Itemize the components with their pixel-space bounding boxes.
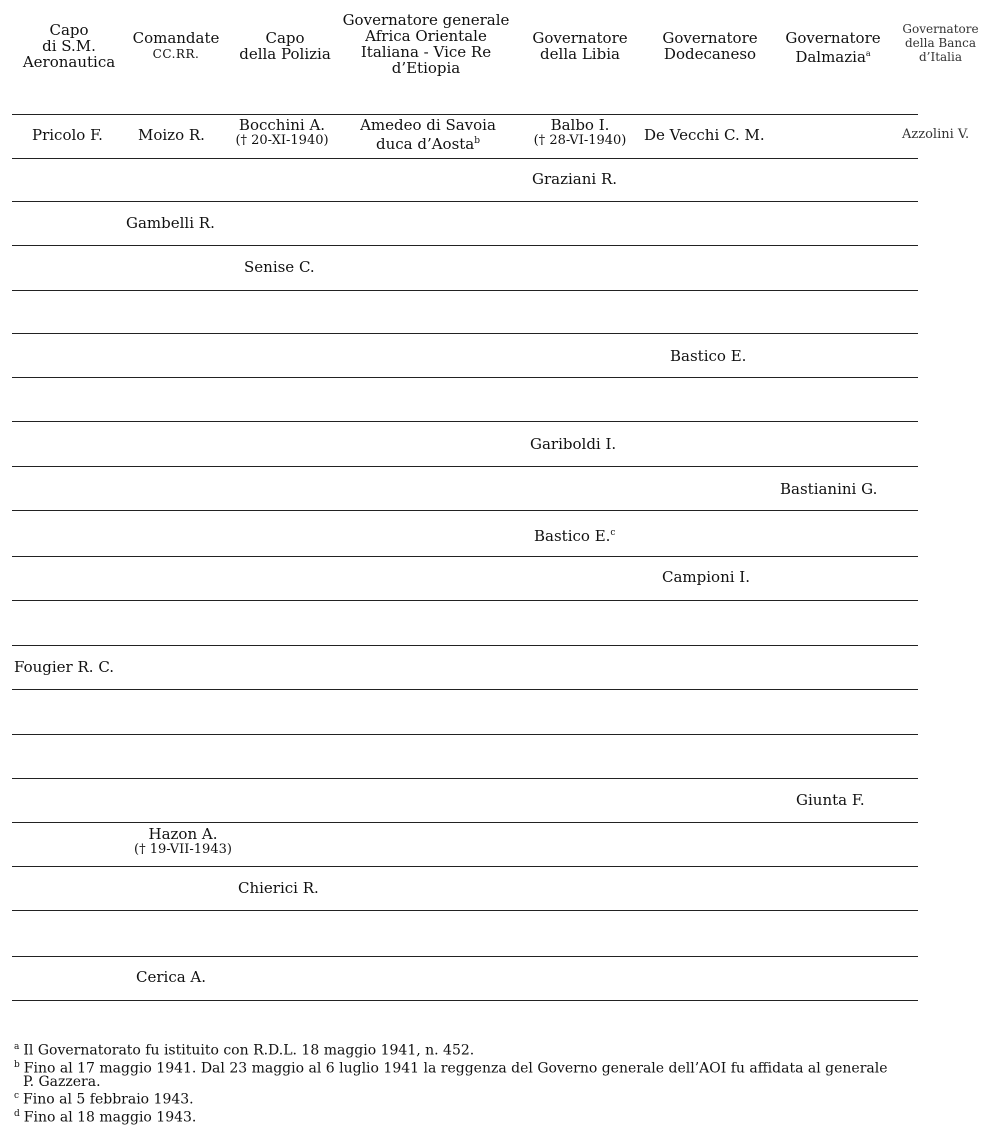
rule-row xyxy=(12,245,918,246)
header-line: Comandate xyxy=(132,29,220,47)
cell-moizo: Moizo R. xyxy=(138,126,205,144)
footnote-d xyxy=(14,1107,991,1125)
header-line: Aeronautica xyxy=(22,53,116,71)
rule-row xyxy=(12,956,918,957)
rule-row xyxy=(12,1000,918,1001)
cell-amedeo-line2: duca d’Aosta xyxy=(375,135,475,153)
header-line-text: Dalmazia xyxy=(795,48,866,66)
rule-row xyxy=(12,333,918,334)
header-line: della Libia xyxy=(540,45,620,63)
cell-campioni: Campioni I. xyxy=(662,568,750,586)
header-line: della Polizia xyxy=(239,45,331,63)
cell-chierici: Chierici R. xyxy=(238,879,319,897)
cell-cerica: Cerica A. xyxy=(136,968,207,986)
header-line: Governatore xyxy=(662,29,758,47)
cell-fougier: Fougier R. C. xyxy=(14,658,115,676)
footnote-mark: a xyxy=(14,1042,20,1052)
cell-hazon-name: Hazon A. xyxy=(148,825,218,843)
header-comandante-ccrr xyxy=(126,30,226,62)
rule-row xyxy=(12,600,918,601)
cell-bocchini-name: Bocchini A. xyxy=(238,116,326,134)
rule-row xyxy=(12,158,918,159)
rule-row xyxy=(12,778,918,779)
header-capo-sm-aeronautica xyxy=(14,22,124,70)
cell-balbo-name: Balbo I. xyxy=(550,116,610,134)
footnote-marker: c xyxy=(610,528,616,538)
header-governatore-libia xyxy=(520,30,640,62)
cell-devecchi: De Vecchi C. M. xyxy=(644,126,765,144)
header-line: Capo xyxy=(265,29,305,47)
header-line: di S.M. xyxy=(42,37,96,55)
cell-senise: Senise C. xyxy=(244,258,315,276)
footnotes xyxy=(14,1040,991,1125)
cell-graziani: Graziani R. xyxy=(532,170,618,188)
header-governatore-dodecaneso xyxy=(650,30,770,62)
footnote-b xyxy=(14,1058,991,1076)
footnote-marker: a xyxy=(865,49,871,58)
footnote-text: Fino al 5 febbraio 1943. xyxy=(23,1091,194,1108)
cell-bastico-libia xyxy=(534,525,615,544)
footnote-text: Fino al 18 maggio 1943. xyxy=(23,1109,197,1126)
header-line: Africa Orientale xyxy=(365,27,487,45)
cell-pricolo: Pricolo F. xyxy=(32,126,103,144)
cell-bastico-libia-name: Bastico E. xyxy=(534,527,611,545)
header-line: Italiana - Vice Re xyxy=(360,43,492,61)
cell-bastico-dodecaneso: Bastico E. xyxy=(670,347,747,365)
header-line xyxy=(778,46,888,65)
footnote-mark: d xyxy=(14,1108,20,1119)
rule-row xyxy=(12,466,918,467)
footnote-a xyxy=(14,1040,991,1058)
header-line: Governatore xyxy=(902,22,979,36)
cell-gariboldi: Gariboldi I. xyxy=(530,435,617,453)
header-line: della Banca xyxy=(904,36,976,50)
rule-row xyxy=(12,822,918,823)
cell-amedeo xyxy=(348,117,508,152)
header-line: Capo xyxy=(49,21,89,39)
cell-azzolini: Azzolini V. xyxy=(902,127,970,142)
cell-bocchini xyxy=(222,117,342,149)
cell-hazon xyxy=(118,826,248,858)
cell-bocchini-death: († 20-XI-1940) xyxy=(235,133,329,148)
header-line: d’Italia xyxy=(918,50,963,64)
cell-hazon-death: († 19-VII-1943) xyxy=(134,842,232,857)
header-line: Governatore generale xyxy=(342,11,510,29)
footnote-text: Fino al 17 maggio 1941. Dal 23 maggio al 6 luglio 1941 la reggenza del Governo generale dell’AOI fu affidata al generale xyxy=(23,1060,888,1077)
footnote-b-continued xyxy=(14,1075,991,1089)
rule-row xyxy=(12,645,918,646)
header-line: Governatore xyxy=(532,29,628,47)
footnote-c xyxy=(14,1089,991,1107)
cell-balbo xyxy=(518,117,642,149)
footnote-text: P. Gazzera. xyxy=(23,1074,101,1091)
header-governatore-banca xyxy=(890,22,991,64)
cell-amedeo-line1: Amedeo di Savoia xyxy=(360,116,496,134)
footnote-marker: b xyxy=(474,136,481,146)
cell-bastianini: Bastianini G. xyxy=(780,480,878,498)
cell-gambelli: Gambelli R. xyxy=(126,214,215,232)
rule-row xyxy=(12,290,918,291)
rule-row xyxy=(12,556,918,557)
header-capo-polizia xyxy=(230,30,340,62)
rule-row xyxy=(12,201,918,202)
header-line: d’Etiopia xyxy=(391,59,461,77)
header-line: Dodecaneso xyxy=(663,45,757,63)
footnote-text: Il Governatorato fu istituito con R.D.L. 18 maggio 1941, n. 452. xyxy=(23,1042,475,1059)
cell-balbo-death: († 28-VI-1940) xyxy=(533,133,627,148)
cell-giunta: Giunta F. xyxy=(796,791,865,809)
rule-row xyxy=(12,510,918,511)
header-governatore-dalmazia xyxy=(778,30,888,65)
rule-row xyxy=(12,377,918,378)
rule-row xyxy=(12,734,918,735)
rule-row xyxy=(12,910,918,911)
footnote-mark: c xyxy=(14,1091,20,1102)
footnote-mark: b xyxy=(14,1059,20,1070)
header-line: Governatore xyxy=(785,29,881,47)
header-governatore-aoi xyxy=(336,12,516,76)
header-line: CC.RR. xyxy=(152,47,200,61)
rule-row xyxy=(12,866,918,867)
rule-row xyxy=(12,421,918,422)
rule-row xyxy=(12,689,918,690)
